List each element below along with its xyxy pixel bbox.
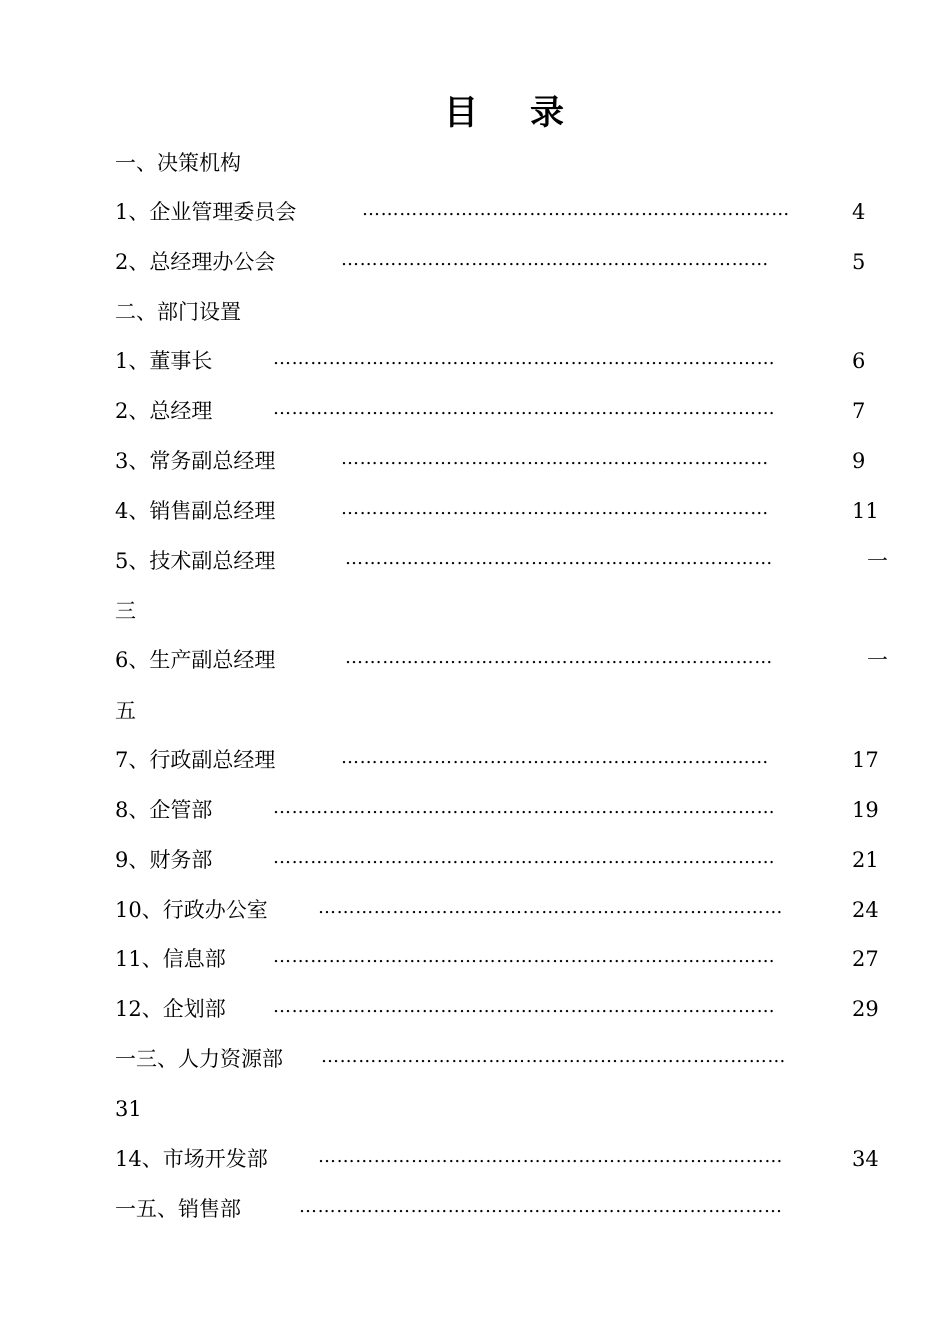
toc-title-char: 录	[530, 93, 564, 133]
toc-entry-label: 9、财务部	[115, 848, 213, 872]
toc-entry-label: 1、董事长	[115, 349, 213, 373]
toc-entry-label: 12、企划部	[115, 997, 226, 1021]
toc-entry	[115, 645, 891, 675]
toc-leader-dots: …………………………………………………………………	[318, 897, 783, 918]
toc-entry-label: 4、销售副总经理	[115, 499, 276, 523]
toc-entry-label: 7、行政副总经理	[115, 748, 276, 772]
toc-entry	[115, 546, 891, 576]
toc-leader-dots: ………………………………………………………………………	[273, 996, 776, 1017]
toc-entry	[115, 1194, 891, 1224]
toc-entry-label: 一三、人力资源部	[115, 1047, 283, 1071]
toc-leader-dots: ………………………………………………………………………	[273, 398, 776, 419]
toc-entry	[115, 845, 885, 875]
toc-entry-label: 3、常务副总经理	[115, 449, 276, 473]
toc-page-number: 9	[852, 449, 866, 473]
toc-entry-label: 一五、销售部	[115, 1197, 241, 1221]
toc-entry-label: 一、决策机构	[115, 151, 241, 175]
toc-leader-dots: ………………………………………………………………………	[273, 797, 776, 818]
toc-leader-dots: ……………………………………………………………	[345, 647, 773, 668]
toc-leader-dots: …………………………………………………………………	[321, 1046, 786, 1067]
toc-entry	[115, 247, 875, 277]
toc-page-number: 29	[852, 997, 879, 1021]
toc-page-number: 24	[852, 898, 879, 922]
toc-entry	[115, 944, 885, 974]
toc-entry	[115, 994, 885, 1024]
toc-entry	[115, 1044, 891, 1074]
toc-page-number: 一	[867, 549, 888, 573]
toc-page-number: 7	[852, 399, 866, 423]
toc-page-number: 27	[852, 947, 879, 971]
toc-entry	[115, 446, 875, 476]
toc-page-number: 19	[852, 798, 879, 822]
toc-page-number: 6	[852, 349, 866, 373]
toc-entry	[115, 745, 885, 775]
toc-title-char: 目	[444, 93, 478, 133]
toc-entry-label: 31	[115, 1097, 142, 1121]
toc-entry-label: 14、市场开发部	[115, 1147, 268, 1171]
toc-leader-dots: ……………………………………………………………	[345, 548, 773, 569]
toc-entry	[115, 795, 885, 825]
toc-entry-label: 2、总经理办公会	[115, 250, 276, 274]
toc-page-number: 21	[852, 848, 879, 872]
toc-entry-label: 1、企业管理委员会	[115, 200, 297, 224]
toc-leader-dots: ……………………………………………………………	[341, 747, 769, 768]
toc-leader-dots: ……………………………………………………………	[341, 249, 769, 270]
toc-entry	[115, 496, 885, 526]
toc-entry-label: 11、信息部	[115, 947, 226, 971]
toc-page-number: 一	[867, 648, 888, 672]
toc-leader-dots: ……………………………………………………………	[362, 199, 790, 220]
toc-page-number: 11	[852, 499, 879, 523]
toc-leader-dots: …………………………………………………………………	[318, 1146, 783, 1167]
toc-leader-dots: ……………………………………………………………………	[299, 1196, 783, 1217]
toc-page-number: 34	[852, 1147, 879, 1171]
toc-entry-label: 三	[115, 599, 136, 623]
toc-title	[0, 88, 950, 138]
toc-leader-dots: ………………………………………………………………………	[273, 847, 776, 868]
toc-leader-dots: ……………………………………………………………	[341, 448, 769, 469]
toc-entry-label: 5、技术副总经理	[115, 549, 276, 573]
toc-entry-label: 10、行政办公室	[115, 898, 268, 922]
toc-page-number: 5	[852, 250, 866, 274]
toc-entry-label: 6、生产副总经理	[115, 648, 276, 672]
toc-entry	[115, 1144, 885, 1174]
toc-entry-label: 2、总经理	[115, 399, 213, 423]
toc-leader-dots: ………………………………………………………………………	[273, 946, 776, 967]
toc-entry-label: 8、企管部	[115, 798, 213, 822]
toc-page-number: 4	[852, 200, 866, 224]
toc-entry-label: 二、部门设置	[115, 300, 241, 324]
toc-leader-dots: ………………………………………………………………………	[273, 348, 776, 369]
toc-entry	[115, 346, 875, 376]
toc-entry	[115, 895, 885, 925]
toc-leader-dots: ……………………………………………………………	[341, 498, 769, 519]
toc-page-number: 17	[852, 748, 879, 772]
toc-entry-label: 五	[115, 699, 136, 723]
toc-entry	[115, 396, 875, 426]
toc-entry	[115, 197, 875, 227]
